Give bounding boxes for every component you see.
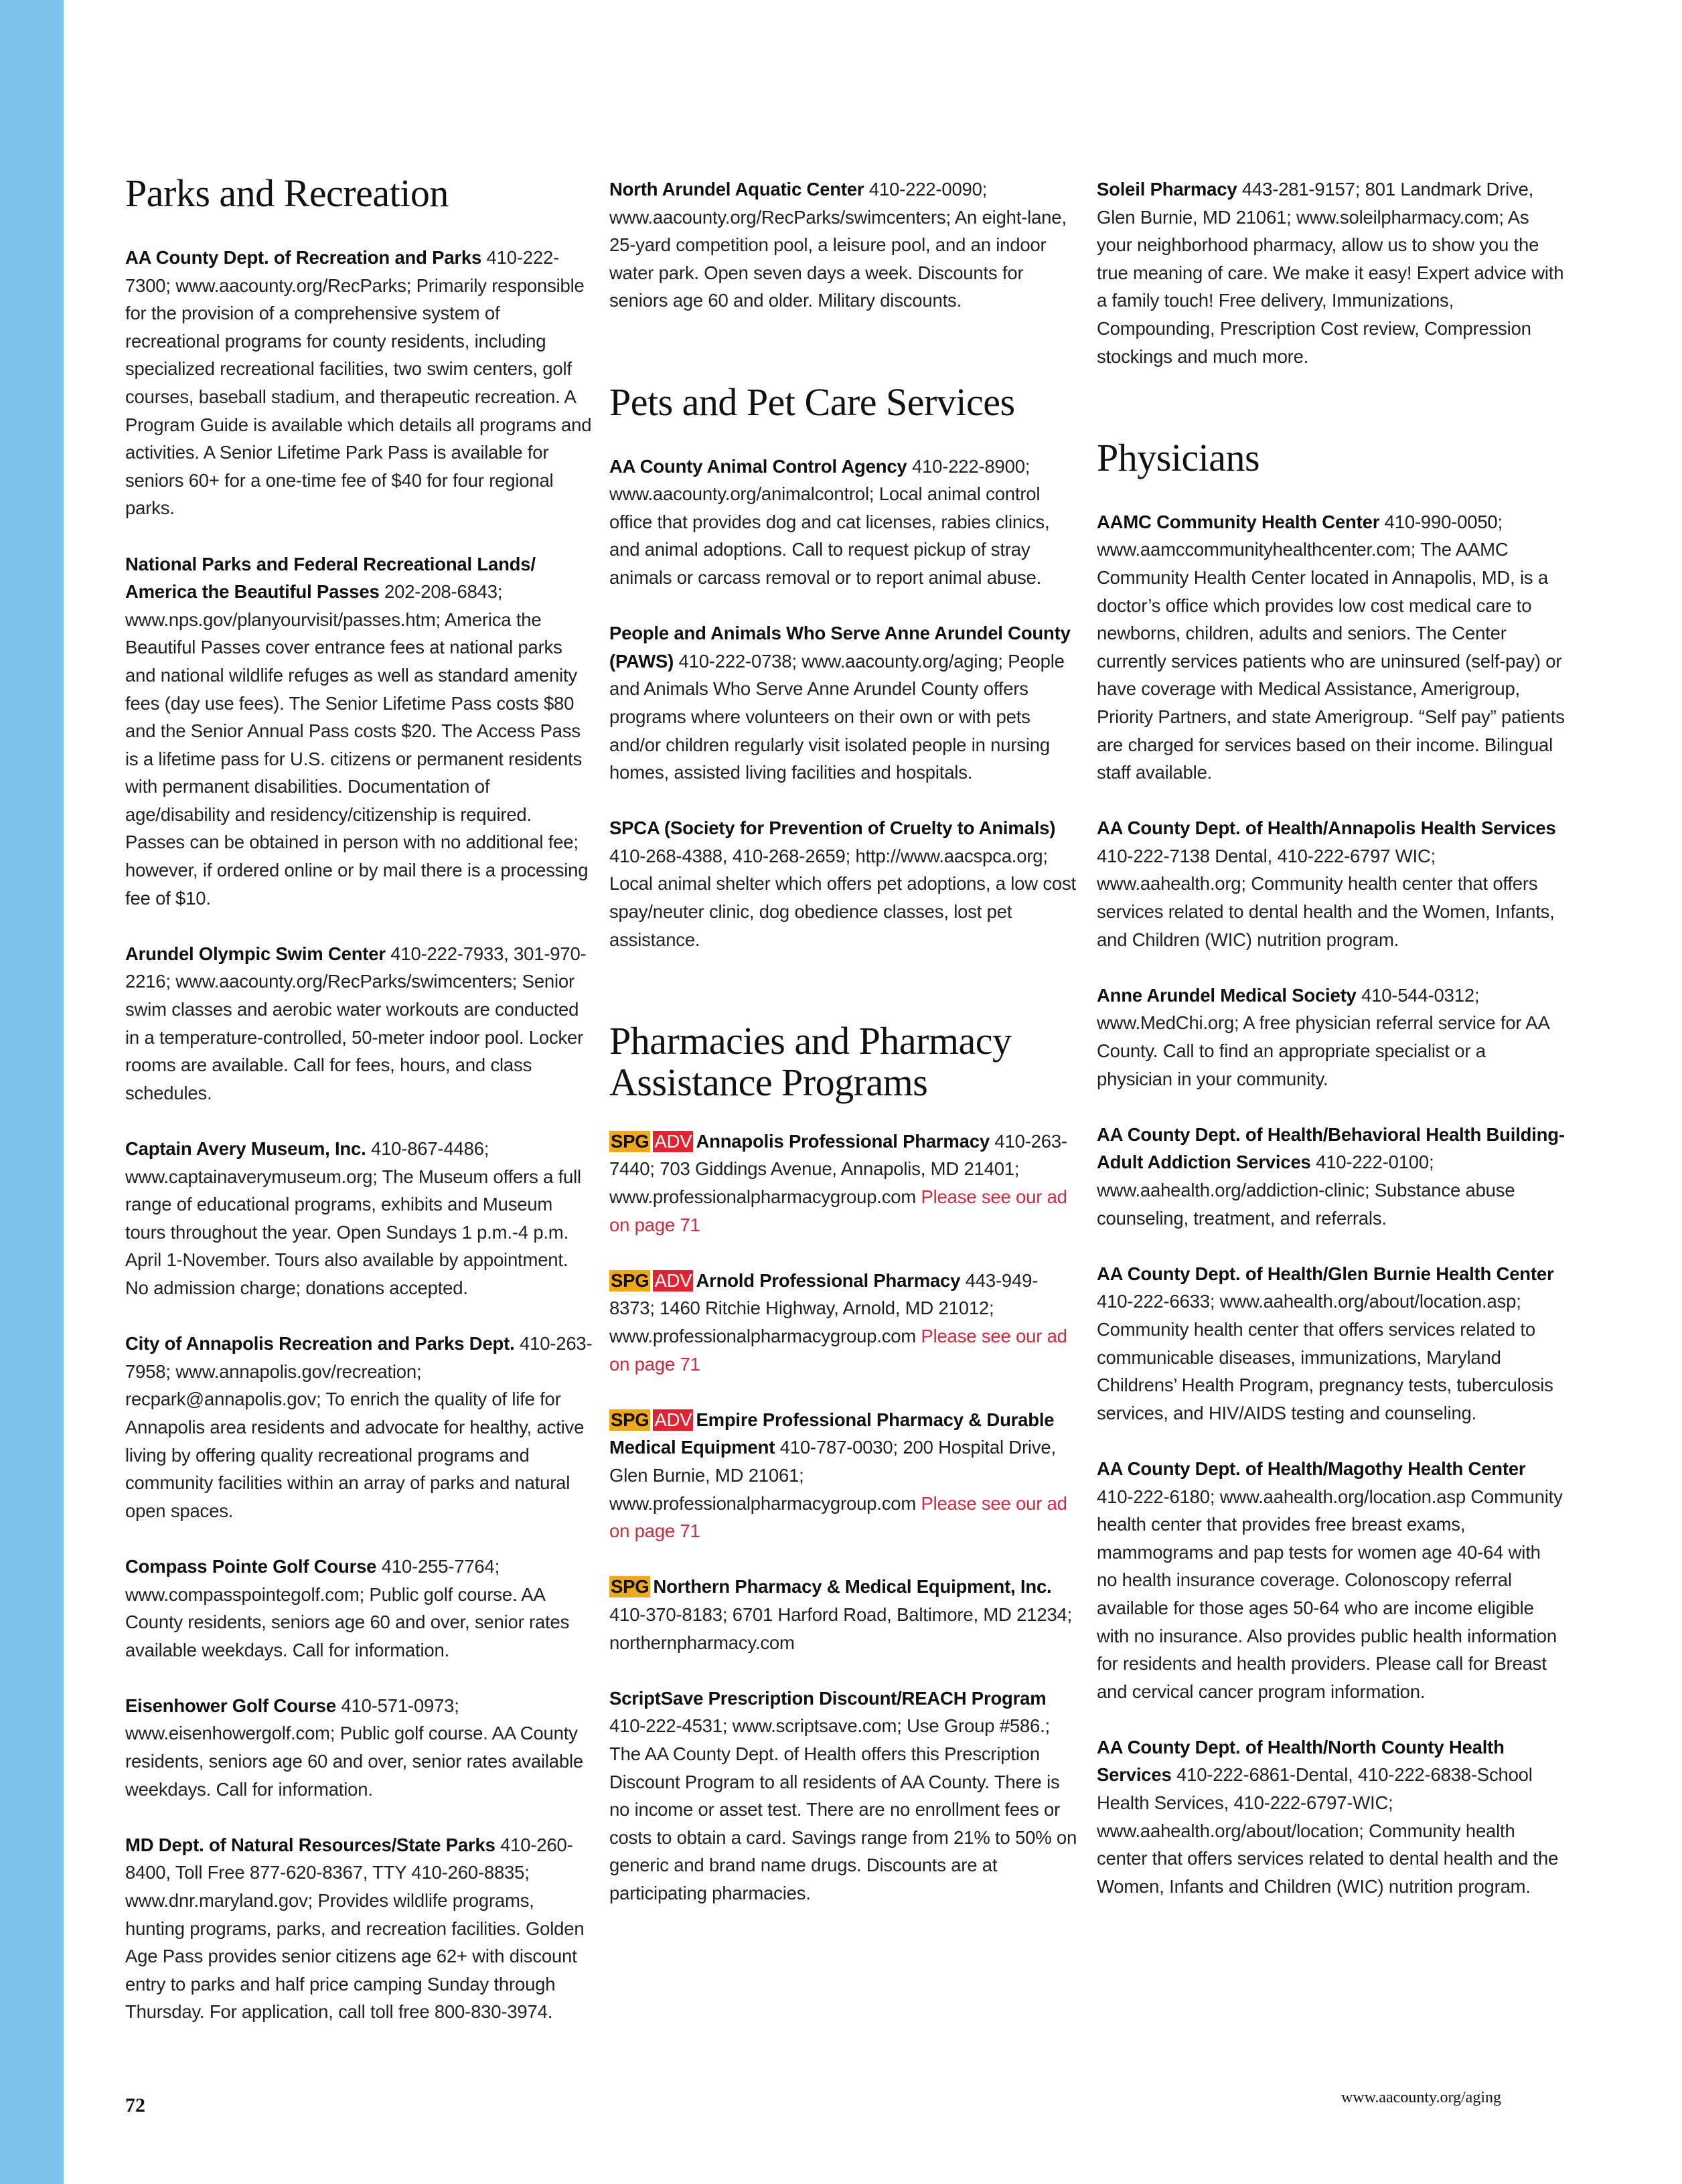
listing-name: AA County Dept. of Health/Magothy Health Center (1097, 1458, 1526, 1479)
spg-badge: SPG (611, 1409, 649, 1430)
ad-reference-link[interactable]: Please see our ad on page 71 (609, 1326, 1067, 1375)
listing-details: 410-571-0973; www.eisenhowergolf.com; Public golf course. AA County residents, seniors age 60 and over, senior rates available weekdays. Call for information. (125, 1695, 583, 1800)
listing-name: Annapolis Professional Pharmacy (696, 1130, 990, 1152)
spacer (609, 982, 1078, 1020)
listing-name: North Arundel Aquatic Center (609, 179, 864, 200)
listing-name: AA County Dept. of Health/Behavioral Health Building- Adult Addiction Services (1097, 1123, 1565, 1173)
listing-details: 410-222-6180; www.aahealth.org/location.asp Community health center that provides free breast exams, mammograms and pap tests for women age 40-64 with no health insurance coverage. Colonoscopy referral available for those ages 50-64 who are income eligible with no insurance. Also provides public health information for residents and health providers. Please call for Breast and cervical cancer program information. (1097, 1486, 1563, 1702)
column-1 (125, 173, 594, 2054)
listing-name: City of Annapolis Recreation and Parks Dept. (125, 1333, 515, 1354)
listing-entry (125, 1692, 594, 1803)
listing-details: 443-949-8373; 1460 Ritchie Highway, Arnold, MD 21012; www.professionalpharmacygroup.com (609, 1269, 1039, 1346)
listing-name: AA County Animal Control Agency (609, 455, 907, 477)
listing-name: Arundel Olympic Swim Center (125, 943, 386, 964)
listing-details: 410-867-4486; www.captainaverymuseum.org; The Museum offers a full range of educational programs, exhibits and Museum tours throughout the year. Open Sundays 1 p.m.-4 p.m. April 1-November. Tours also available by appointment. No admission charge; donations accepted. (125, 1138, 581, 1298)
listing-name: SPCA (Society for Prevention of Cruelty to Animals) (609, 817, 1056, 839)
listing-details: 410-990-0050; www.aamccommunityhealthcenter.com; The AAMC Community Health Center located in Annapolis, MD, is a doctor’s office which provides low cost medical care to newborns, children, adults and seniors. The Center currently services patients who are uninsured (self-pay) or have coverage with Medical Assistance, Amerigroup, Priority Partners, and state Amerigroup. “Self pay” patients are charged for services based on their income. Bilingual staff available. (1097, 511, 1565, 783)
adv-badge: ADV (654, 1409, 692, 1430)
spg-badge: SPG (611, 1576, 649, 1597)
column-3 (1097, 175, 1565, 1928)
listing-name: Soleil Pharmacy (1097, 179, 1237, 200)
listing-entry (125, 1831, 594, 2026)
listing-name: AAMC Community Health Center (1097, 511, 1380, 532)
spacer (609, 343, 1078, 382)
listing-entry (125, 1553, 594, 1664)
listing-entry (1097, 175, 1565, 370)
listing-details: 410-222-7933, 301-970-2216; www.aacounty.org/RecParks/swimcenters; Senior swim classes and aerobic water workouts are conducted in a temperature-controlled, 50-meter indoor pool. Locker rooms are available. Call for fees, hours, and class schedules. (125, 943, 587, 1103)
listing-name: AA County Dept. of Health/Glen Burnie Health Center (1097, 1263, 1554, 1284)
listing-entry (609, 1685, 1078, 1907)
listing-name: AA County Dept. of Health/Annapolis Health Services (1097, 817, 1556, 839)
listing-name: People and Animals Who Serve Anne Arundel County (PAWS) (609, 623, 1071, 672)
listing-entry (125, 550, 594, 913)
listing-entry (125, 940, 594, 1107)
listing-name: Arnold Professional Pharmacy (696, 1269, 961, 1291)
listing-entry (609, 814, 1078, 953)
listing-entry (609, 1127, 1078, 1239)
listing-entry (1097, 1455, 1565, 1705)
column-2 (609, 175, 1078, 1935)
listing-entry (1097, 982, 1565, 1093)
listing-details: 443-281-9157; 801 Landmark Drive, Glen Burnie, MD 21061; www.soleilpharmacy.com; As your neighborhood pharmacy, allow us to show you the true meaning of care. We make it easy! Expert advice with a family touch! Free delivery, Immunizations, Compounding, Prescription Cost review, Compression stockings and much more. (1097, 179, 1564, 367)
listing-entry (609, 1406, 1078, 1545)
spacer (1097, 398, 1565, 437)
listing-name: Captain Avery Museum, Inc. (125, 1138, 366, 1159)
listing-entry (1097, 508, 1565, 787)
listing-details: 410-268-4388, 410-268-2659; http://www.aacspca.org; Local animal shelter which offers pet adoptions, a low cost spay/neuter clinic, dog obedience classes, lost pet assistance. (609, 845, 1076, 950)
footer-url-link[interactable]: www.aacounty.org/aging (1341, 2089, 1501, 2106)
section-title-line: Assistance Programs (609, 1060, 928, 1104)
listing-details: 410-787-0030; 200 Hospital Drive, Glen Burnie, MD 21061; www.professionalpharmacygroup.com (609, 1437, 1056, 1514)
listing-details: 410-263-7958; www.annapolis.gov/recreation; recpark@annapolis.gov; To enrich the quality of life for Annapolis area residents and advocate for healthy, active living by offering quality recreational programs and community facilities within an array of parks and natural open spaces. (125, 1333, 593, 1521)
spg-badge: SPG (611, 1269, 649, 1291)
adv-badge: ADV (654, 1269, 692, 1291)
listing-details: 410-222-0738; www.aacounty.org/aging; People and Animals Who Serve Anne Arundel County offers programs where volunteers on their own or with pets and/or children regularly visit isolated people in nursing homes, assisted living facilities and hospitals. (609, 650, 1065, 783)
listing-entry (1097, 1260, 1565, 1427)
adv-badge: ADV (654, 1130, 692, 1152)
listing-details: 410-544-0312; www.MedChi.org; A free physician referral service for AA County. Call to find an appropriate specialist or a physician in your community. (1097, 984, 1549, 1089)
listing-details: 410-222-7300; www.aacounty.org/RecParks; Primarily responsible for the provision of a comprehensive system of recreational programs for county residents, including specialized recreational facilities, two swim centers, golf courses, baseball stadium, and therapeutic recreation. A Program Guide is available which details all programs and activities. A Senior Lifetime Park Pass is available for seniors 60+ for a one-time fee of $40 for four regional parks. (125, 247, 592, 519)
section-title-pets: Pets and Pet Care Services (609, 380, 1015, 424)
listing-name: ScriptSave Prescription Discount/REACH Program (609, 1687, 1047, 1709)
listing-name: Eisenhower Golf Course (125, 1695, 336, 1716)
listing-details: 410-222-0100; www.aahealth.org/addiction-clinic; Substance abuse counseling, treatment, and referrals. (1097, 1152, 1515, 1229)
section-title-parks: Parks and Recreation (125, 171, 449, 215)
listing-entry (1097, 1733, 1565, 1901)
section-title-physicians: Physicians (1097, 435, 1260, 479)
listing-entry (125, 1135, 594, 1302)
listing-name: National Parks and Federal Recreational Lands/ America the Beautiful Passes (125, 553, 536, 603)
listing-entry (609, 1573, 1078, 1656)
page-number: 72 (125, 2094, 145, 2116)
listing-details: 410-260-8400, Toll Free 877-620-8367, TTY 410-260-8835; www.dnr.maryland.gov; Provides wildlife programs, hunting programs, parks, and recreation facilities. Golden Age Pass provides senior citizens age 62+ with discount entry to parks and half price camping Sunday through Thursday. For application, call toll free 800-830-3974. (125, 1834, 585, 2023)
listing-details: 410-255-7764; www.compasspointegolf.com; Public golf course. AA County residents, seniors age 60 and over, senior rates available weekdays. Call for information. (125, 1555, 570, 1660)
listing-entry (609, 619, 1078, 787)
listing-entry (609, 453, 1078, 592)
listing-name: Northern Pharmacy & Medical Equipment, Inc. (653, 1576, 1052, 1597)
section-title-pharmacies (609, 1020, 1078, 1103)
listing-name: Anne Arundel Medical Society (1097, 984, 1357, 1006)
listing-entry (1097, 814, 1565, 953)
ad-reference-link[interactable]: Please see our ad on page 71 (609, 1492, 1067, 1542)
listing-details: 410-222-6633; www.aahealth.org/about/location.asp; Community health center that offers services related to communicable diseases, immunizations, Maryland Childrens’ Health Program, pregnancy tests, tuberculosis services, and HIV/AIDS testing and counseling. (1097, 1291, 1553, 1423)
blue-sidebar-band (0, 0, 64, 2184)
listing-name: Empire Professional Pharmacy & Durable Medical Equipment (609, 1409, 1055, 1458)
listing-name: Compass Pointe Golf Course (125, 1555, 377, 1577)
listing-name: MD Dept. of Natural Resources/State Parks (125, 1834, 495, 1855)
listing-name: AA County Dept. of Recreation and Parks (125, 247, 482, 268)
listing-details: 410-222-6861-Dental, 410-222-6838-School Health Services, 410-222-6797-WIC; www.aahealth.org/about/location; Community health center that offers services related to dental health and the Women, Infants and Children (WIC) nutrition program. (1097, 1764, 1559, 1897)
ad-reference-link[interactable]: Please see our ad on page 71 (609, 1186, 1067, 1235)
listing-details: 410-222-8900; www.aacounty.org/animalcontrol; Local animal control office that provides dog and cat licenses, rabies clinics, and animal adoptions. Call to request pickup of stray animals or carcass removal or to report animal abuse. (609, 455, 1050, 588)
section-title-line: Pharmacies and Pharmacy (609, 1018, 1012, 1063)
listing-details: 410-222-7138 Dental, 410-222-6797 WIC; www.aahealth.org; Community health center that offers services related to dental health and the Women, Infants, and Children (WIC) nutrition program. (1097, 845, 1555, 950)
listing-name: AA County Dept. of Health/North County Health Services (1097, 1736, 1505, 1786)
listing-details: 410-222-4531; www.scriptsave.com; Use Group #586.; The AA County Dept. of Health offers this Prescription Discount Program to all residents of AA County. There is no income or asset test. There are no enrollment fees or costs to obtain a card. Savings range from 21% to 50% on generic and brand name drugs. Discounts are at participating pharmacies. (609, 1715, 1077, 1903)
listing-details: 410-222-0090; www.aacounty.org/RecParks/swimcenters; An eight-lane, 25-yard competition pool, a leisure pool, and an indoor water park. Open seven days a week. Discounts for seniors age 60 and older. Military discounts. (609, 179, 1067, 311)
listing-details: 202-208-6843; www.nps.gov/planyourvisit/passes.htm; America the Beautiful Passes cover entrance fees at national parks and national wildlife refuges as well as standard amenity fees (day use fees). The Senior Lifetime Pass costs $80 and the Senior Annual Pass costs $20. The Access Pass is a lifetime pass for U.S. citizens or permanent residents with permanent disabilities. Documentation of age/disability and residency/citizenship is required. Passes can be obtained in person with no additional fee; however, if ordered online or by mail there is a processing fee of $10. (125, 581, 589, 909)
listing-entry (1097, 1121, 1565, 1232)
listing-entry (609, 175, 1078, 315)
listing-details: 410-263-7440; 703 Giddings Avenue, Annapolis, MD 21401; www.professionalpharmacygroup.com (609, 1130, 1067, 1208)
listing-entry (125, 1330, 594, 1525)
spg-badge: SPG (611, 1130, 649, 1152)
listing-details: 410-370-8183; 6701 Harford Road, Baltimore, MD 21234; northernpharmacy.com (609, 1604, 1073, 1653)
listing-entry (125, 244, 594, 522)
listing-entry (609, 1267, 1078, 1378)
